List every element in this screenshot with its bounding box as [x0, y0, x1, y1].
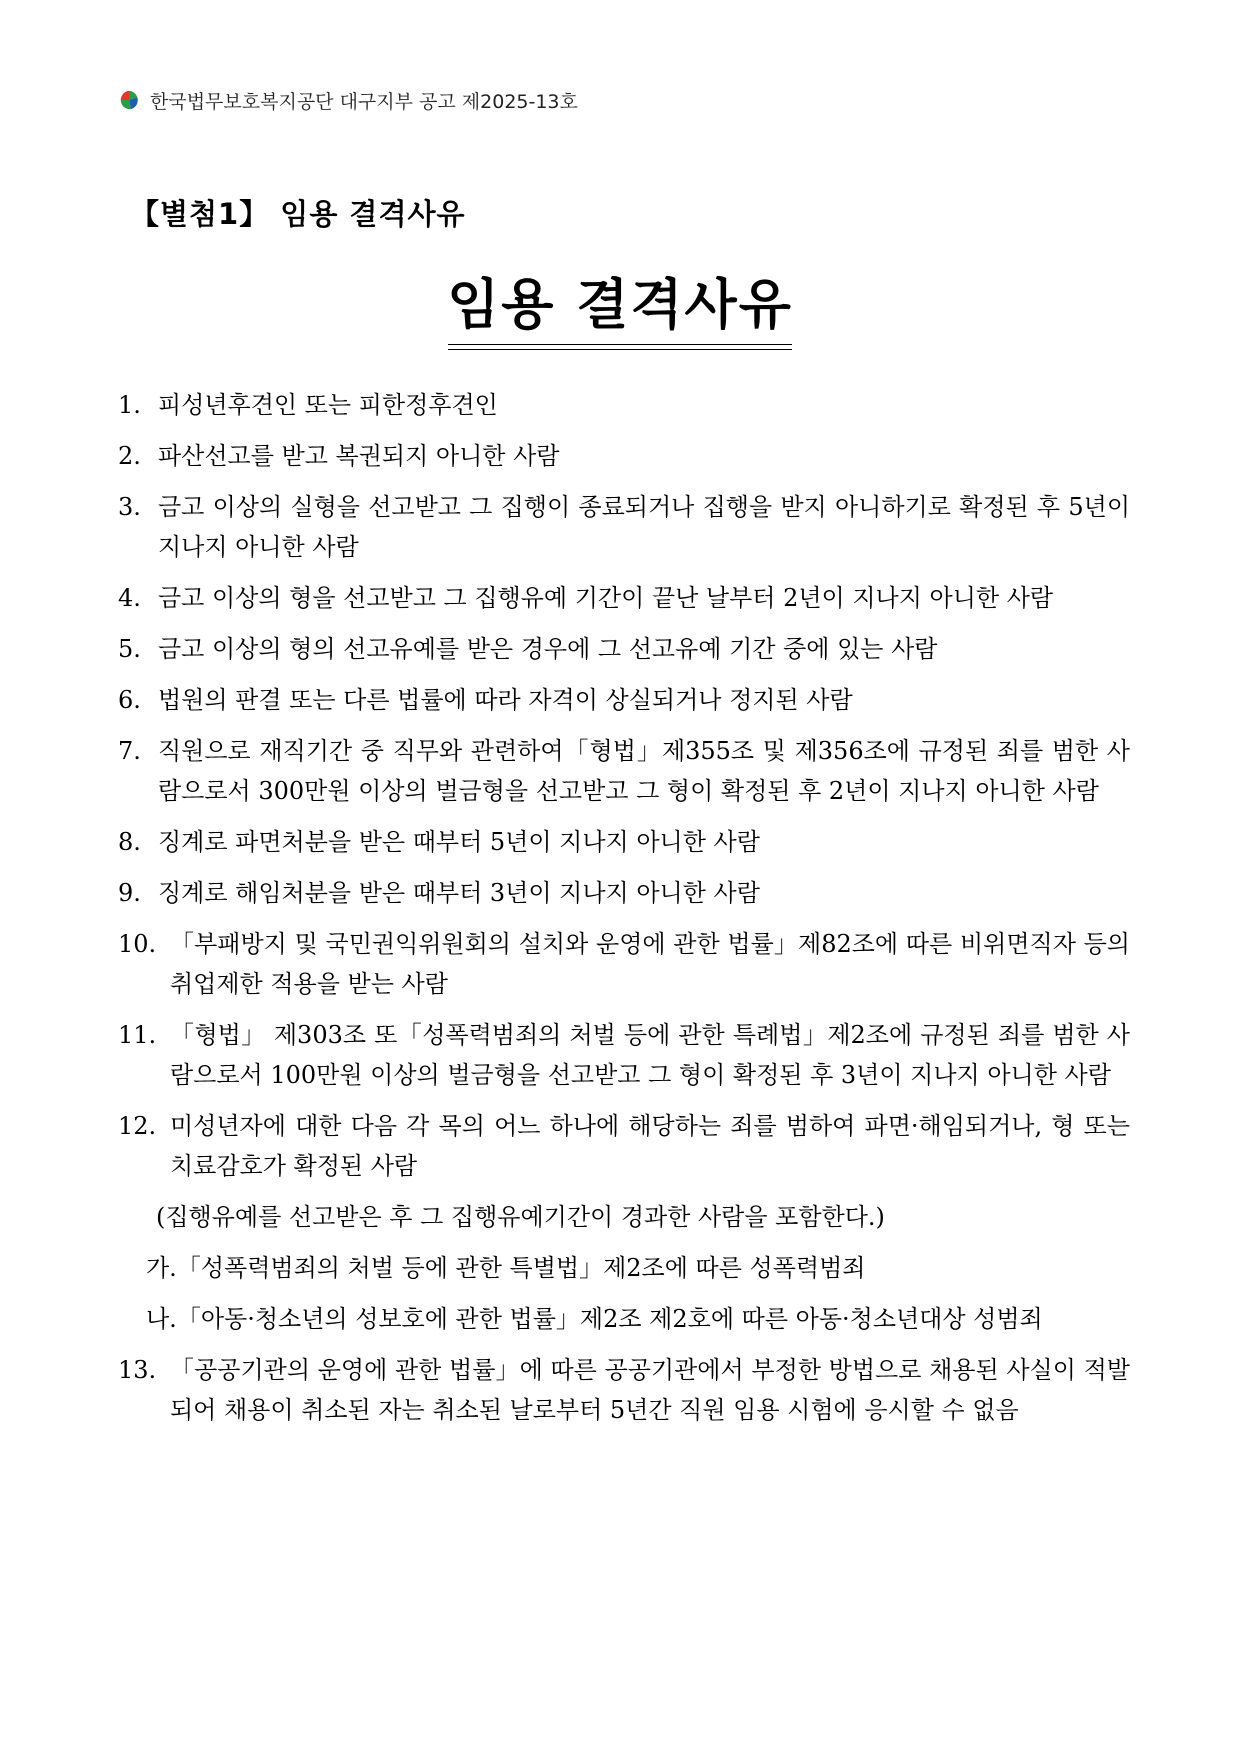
item-number: 4. — [118, 584, 141, 612]
list-item — [118, 1015, 1130, 1095]
document-title: 임용 결격사유 — [447, 273, 793, 336]
item-number: 12. — [118, 1112, 157, 1140]
item-number: 10. — [118, 930, 157, 958]
item-text: 징계로 해임처분을 받은 때부터 3년이 지나지 아니한 사람 — [158, 879, 760, 907]
item-text: 금고 이상의 실형을 선고받고 그 집행이 종료되거나 집행을 받지 아니하기로 확정된 후 5년이 지나지 아니한 사람 — [158, 493, 1130, 561]
list-item — [118, 629, 1130, 669]
list-item — [118, 385, 1130, 425]
list-item — [118, 436, 1130, 476]
item-text: 미성년자에 대한 다음 각 목의 어느 하나에 해당하는 죄를 범하여 파면·해임되거나, 형 또는 치료감호가 확정된 사람 — [170, 1112, 1130, 1180]
header — [118, 86, 578, 114]
item-number: 13. — [118, 1356, 157, 1384]
item-text: 파산선고를 받고 복권되지 아니한 사람 — [158, 442, 560, 470]
item-number: 11. — [118, 1021, 157, 1049]
list-item — [118, 924, 1130, 1004]
item-number: 3. — [118, 493, 141, 521]
item-text: 징계로 파면처분을 받은 때부터 5년이 지나지 아니한 사람 — [158, 828, 760, 856]
title-double-rule — [448, 344, 792, 350]
header-text: 한국법무보호복지공단 대구지부 공고 제2025-13호 — [150, 90, 578, 113]
list-item — [118, 731, 1130, 811]
list-item — [118, 822, 1130, 862]
item-text: 「형법」 제303조 또「성폭력범죄의 처벌 등에 관한 특례법」제2조에 규정된 죄를 범한 사람으로서 100만원 이상의 벌금형을 선고받고 그 형이 확정된 후 3년이 지나지 아니한 사람 — [170, 1021, 1130, 1089]
organization-logo-icon — [118, 89, 140, 111]
item-number: 8. — [118, 828, 141, 856]
list-item — [118, 487, 1130, 567]
item-number: 1. — [118, 391, 141, 419]
annex-label: 【별첨1】 임용 결격사유 — [130, 197, 466, 231]
item-number: 2. — [118, 442, 141, 470]
item-12-note: (집행유예를 선고받은 후 그 집행유예기간이 경과한 사람을 포함한다.) — [156, 1203, 885, 1231]
disqualification-list — [118, 385, 1130, 1441]
item-text: 직원으로 재직기간 중 직무와 관련하여「형법」제355조 및 제356조에 규정된 죄를 범한 사람으로서 300만원 이상의 벌금형을 선고받고 그 형이 확정된 후 2년이 지나지 아니한 사람 — [158, 737, 1130, 805]
item-text: 금고 이상의 형을 선고받고 그 집행유예 기간이 끝난 날부터 2년이 지나지 아니한 사람 — [158, 584, 1054, 612]
list-item — [118, 873, 1130, 913]
list-item — [118, 578, 1130, 618]
item-number: 6. — [118, 686, 141, 714]
sub-text: 「성폭력범죄의 처벌 등에 관한 특별법」제2조에 따른 성폭력범죄 — [176, 1254, 866, 1282]
list-item — [118, 1350, 1130, 1430]
item-text: 「부패방지 및 국민권익위원회의 설치와 운영에 관한 법률」제82조에 따른 비위면직자 등의 취업제한 적용을 받는 사람 — [170, 930, 1130, 998]
item-text: 법원의 판결 또는 다른 법률에 따라 자격이 상실되거나 정지된 사람 — [158, 686, 853, 714]
sub-text: 「아동·청소년의 성보호에 관한 법률」제2조 제2호에 따른 아동·청소년대상 성범죄 — [176, 1305, 1043, 1333]
item-text: 「공공기관의 운영에 관한 법률」에 따른 공공기관에서 부정한 방법으로 채용된 사실이 적발되어 채용이 취소된 자는 취소된 날로부터 5년간 직원 임용 시험에 응시할 수 없음 — [170, 1356, 1130, 1424]
item-number: 7. — [118, 737, 141, 765]
sub-label: 가. — [146, 1254, 177, 1282]
item-text: 피성년후견인 또는 피한정후견인 — [158, 391, 498, 419]
item-12-sub-ga — [146, 1248, 1130, 1288]
sub-label: 나. — [146, 1305, 177, 1333]
item-number: 9. — [118, 879, 141, 907]
item-number: 5. — [118, 635, 141, 663]
item-text: 금고 이상의 형의 선고유예를 받은 경우에 그 선고유예 기간 중에 있는 사람 — [158, 635, 938, 663]
list-item — [118, 1106, 1130, 1186]
list-item — [118, 680, 1130, 720]
item-12-sub-na — [146, 1299, 1130, 1339]
